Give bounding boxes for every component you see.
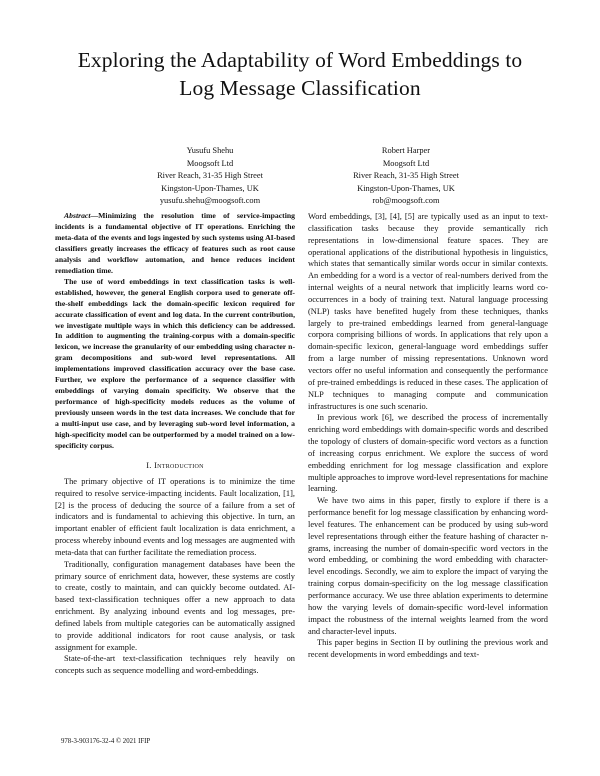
author-name: Yusufu Shehu <box>186 146 234 155</box>
right-paragraph-2: In previous work [6], we described the process of incrementally enriching word embeddings with domain-specific words and described the topology of clusters of domain-specific word vectors as a function of increasing corpus enrichment. We explore the success of word embedding enrichment for log message classification and explore multiple approaches to improve word-level representations for machine learning. <box>308 413 548 494</box>
author-name: Robert Harper <box>381 146 431 155</box>
right-paragraph-1: Word embeddings, [3], [4], [5] are typically used as an input to text-classification tasks because they provide semantically rich representations in low-dimensional feature spaces. They are operational applications of the distributional hypothesis in linguistics, which states that semantically similar words occur in similar contexts. An embedding for a word is a vector of real-numbers derived from the internal weights of a neural network that implicitly learns word co-occurrences in a body of training text. Natural language processing (NLP) tasks have benefited hugely from these techniques, thanks largely to pre-trained embeddings learned from general-language corpora comprising billions of words. In applications that rely upon a domain-specific lexicon, general-language word embeddings suffer from a large number of missing representations. Unknown word vectors offer no useful information and consequently the performance of pre-trained embeddings is reduced in these cases. The application of NLP techniques to managing compute and communication infrastructures is one such scenario. <box>308 212 548 411</box>
abstract-text-1: Minimizing the resolution time of service-impacting incidents is a fundamental objective of IT operations. Enriching the meta-data of the events and logs ingested by such systems using AI-based classifiers greatly increases the efficacy of features such as root cause analysis and workflow automation, and hence reduces incident remediation time. <box>55 211 295 275</box>
author-org: Moogsoft Ltd <box>382 158 430 168</box>
author-street: River Reach, 31-35 High Street <box>157 171 263 181</box>
intro-paragraph-2: Traditionally, configuration management databases have been the primary source of enrichment data, however, these systems are costly to create, costly to maintain, and can quickly become outdated. AI-based text-classification techniques offer a new approach to data enrichment. By analyzing inbound events and log messages, pre-defined labels from multiple categories can be automatically assigned to provide additional indicators for root cause analysis, or task assignment for example. <box>55 559 295 652</box>
right-paragraph-3: We have two aims in this paper, firstly to explore if there is a performance benefit for log message classification by enhancing word-level features. The enhancement can be produced by using sub-word level representations through either the feature hashing of character n-grams, increasing the number of domain-specific word vectors in the word embedding, or combining the word embedding with character-level encodings. Secondly, we aim to explore the impact of varying the training corpus domain-specificity on the log message classification performance accuracy. We use three ablation experiments to determine how the varying levels of domain-specific word-level information impact the robustness of the internal weights learned from the word and character-level inputs. <box>308 496 548 636</box>
author-email: yusufu.shehu@moogsoft.com <box>159 196 261 206</box>
intro-paragraph-1: The primary objective of IT operations is to minimize the time required to resolve service-impacting incidents. Fault localization, [1], [2] is the process of deducing the source of a failure from a set of indicators and is fundamental to achieving this objective. In turn, an important enabler of efficient fault localization is data enrichment, a process whereby inbound events and log messages are augmented with meta-data that can further facilitate the remediation process. <box>55 476 295 557</box>
abstract-paragraph-2: The use of word embeddings in text classification tasks is well-established, however, the general English corpora used to generate off-the-shelf embeddings lack the domain-specific lexicon required for accurate classification of event and log data. In the current contribution, we investigate multiple ways in which this deficiency can be addressed. In addition to augmenting the training-corpus with a domain-specific lexicon, we increase the granularity of our embedding using character n-gram decompositions and sub-word level representations. All implementations improved classification accuracy over the base case. Further, we explore the performance of a sequence classifier with embeddings of varying domain specificity. We observe that the performance of high-specificity models reduces as the volume of previously unseen words in the test data increases. We conclude that for a multi-input use case, and by leveraging sub-word level information, a high-specificity model can be outperformed by a model trained on a low-specificity corpus. <box>55 276 295 451</box>
right-paragraph-4: This paper begins in Section II by outlining the previous work and recent developments in word embeddings and text- <box>308 638 548 660</box>
abstract-paragraph-1: Abstract—Minimizing the resolution time of service-impacting incidents is a fundamental objective of IT operations. Enriching the meta-data of the events and logs ingested by such systems using AI-based classifiers greatly increases the efficacy of features such as root cause analysis and workflow automation, and hence reduces incident remediation time. <box>55 211 295 275</box>
title-line-1: Exploring the Adaptability of Word Embeddings to <box>77 48 523 72</box>
author-street: River Reach, 31-35 High Street <box>353 171 459 181</box>
author-email: rob@moogsoft.com <box>372 196 440 206</box>
abstract <box>55 211 295 452</box>
abstract-label: Abstract <box>64 211 91 220</box>
author-block-2 <box>306 145 506 208</box>
title-line-2: Log Message Classification <box>179 76 421 100</box>
copyright-footer: 978-3-903176-32-4 © 2021 IFIP <box>61 738 151 745</box>
paper-title <box>40 46 560 102</box>
right-column <box>308 211 548 661</box>
introduction-body <box>55 476 295 677</box>
left-column <box>55 211 295 677</box>
author-city: Kingston-Upon-Thames, UK <box>357 183 455 193</box>
section-heading-introduction: I. Introduction <box>146 460 204 470</box>
author-block-1 <box>110 145 310 208</box>
intro-paragraph-3: State-of-the-art text-classification techniques rely heavily on concepts such as sequence modelling and word-embeddings. <box>55 654 295 676</box>
author-city: Kingston-Upon-Thames, UK <box>161 183 259 193</box>
author-org: Moogsoft Ltd <box>186 158 234 168</box>
